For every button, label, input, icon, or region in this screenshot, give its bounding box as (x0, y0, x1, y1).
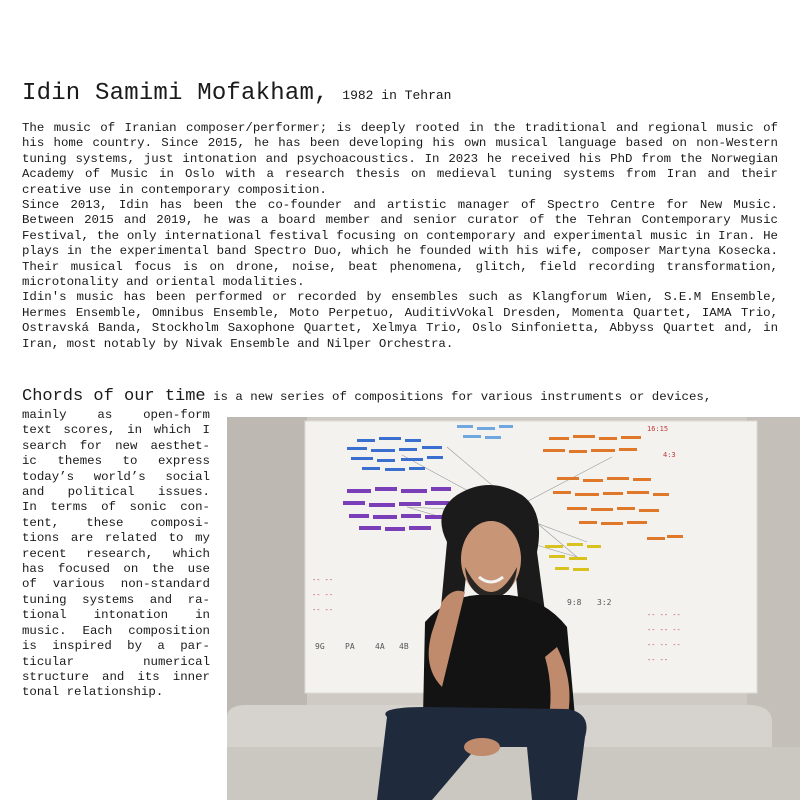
description-line: text scores, in which I (22, 423, 210, 438)
description-line: tions are related to my (22, 531, 210, 546)
svg-text:-- -- --: -- -- -- (647, 611, 681, 619)
board-note: 3:2 (597, 598, 612, 607)
board-note: 4B (399, 642, 409, 651)
description-line: recent research, which (22, 546, 210, 561)
page-heading (22, 80, 451, 107)
description-line: is inspired by a par- (22, 639, 210, 654)
svg-text:-- -- --: -- -- -- (647, 641, 681, 649)
svg-text:-- --: -- -- (312, 576, 334, 584)
description-line: music. Each composition (22, 623, 210, 638)
description-line: today’s world’s social (22, 469, 210, 484)
chords-intro: is a new series of compositions for various instruments or devices, (213, 390, 712, 404)
description-line: and political issues. (22, 485, 210, 500)
description-line: In terms of sonic con- (22, 500, 210, 515)
description-line: ticular numerical (22, 654, 210, 669)
description-line: mainly as open-form (22, 408, 210, 422)
biography (22, 121, 778, 352)
composer-name: Idin Samimi Mofakham, (22, 80, 329, 107)
bio-paragraph: Since 2013, Idin has been the co-founder and artistic manager of Spectro Centre for New Music. Between 2015 and 2019, he was a board member and senior curator of the Tehran Contemporary Music Festival, the only international festival focusing on contemporary and experimental music in Iran. He plays in the experimental band Spectro Duo, which he founded with his wife, composer Martyna Kosecka. Their musical focus is on drone, noise, beat phenomena, glitch, field recording transformation, microtonality and oriental modalities. (22, 198, 778, 290)
bio-paragraph: The music of Iranian composer/performer; is deeply rooted in the traditional and regional music of his home country. Since 2015, he has been developing his own musical language based on non-Western tuning systems, just intonation and psychoacoustics. In 2023 he received his PhD from the Norwegian Academy of Music in Oslo with a research thesis on medieval tuning systems from Iran and their creative use in contemporary composition. (22, 121, 778, 197)
description-line: tent, these composi- (22, 515, 210, 530)
svg-text:-- --: -- -- (312, 606, 334, 614)
board-note: 16:15 (647, 425, 669, 433)
description-line: has focused on the use (22, 562, 210, 577)
chords-intro-line (22, 389, 778, 405)
svg-text:-- --: -- -- (312, 591, 334, 599)
chords-description (22, 408, 210, 701)
svg-text:-- -- --: -- -- -- (647, 626, 681, 634)
description-line: tuning systems and ra- (22, 592, 210, 607)
description-line: ic themes to express (22, 454, 210, 469)
description-line: tonal relationship. (22, 685, 164, 700)
board-note: 4:3 (663, 451, 676, 459)
chords-title: Chords of our time (22, 387, 206, 406)
board-note: 9G (315, 642, 325, 651)
board-note: 4A (375, 642, 385, 651)
board-note: 9:8 (567, 598, 582, 607)
description-line: of various non-standard (22, 577, 210, 592)
board-note: PA (345, 642, 355, 651)
description-line: search for new aesthet- (22, 438, 210, 453)
bio-paragraph: Idin's music has been performed or recorded by ensembles such as Klangforum Wien, S.E.M Ensemble, Hermes Ensemble, Omnibus Ensemble, Moto Perpetuo, AuditivVokal Dresden, Momenta Quartet, IAMA Trio, Ostravská Banda, Stockholm Saxophone Quartet, Xelmya Trio, Oslo Sinfonietta, Abbyss Quartet and, in Iran, most notably by Nivak Ensemble and Nilper Orchestra. (22, 290, 778, 351)
svg-text:-- --: -- -- (647, 656, 669, 664)
composer-photo (227, 417, 800, 800)
description-line: tional intonation in (22, 608, 210, 623)
description-line: structure and its inner (22, 669, 210, 684)
birth-info: 1982 in Tehran (342, 88, 452, 103)
